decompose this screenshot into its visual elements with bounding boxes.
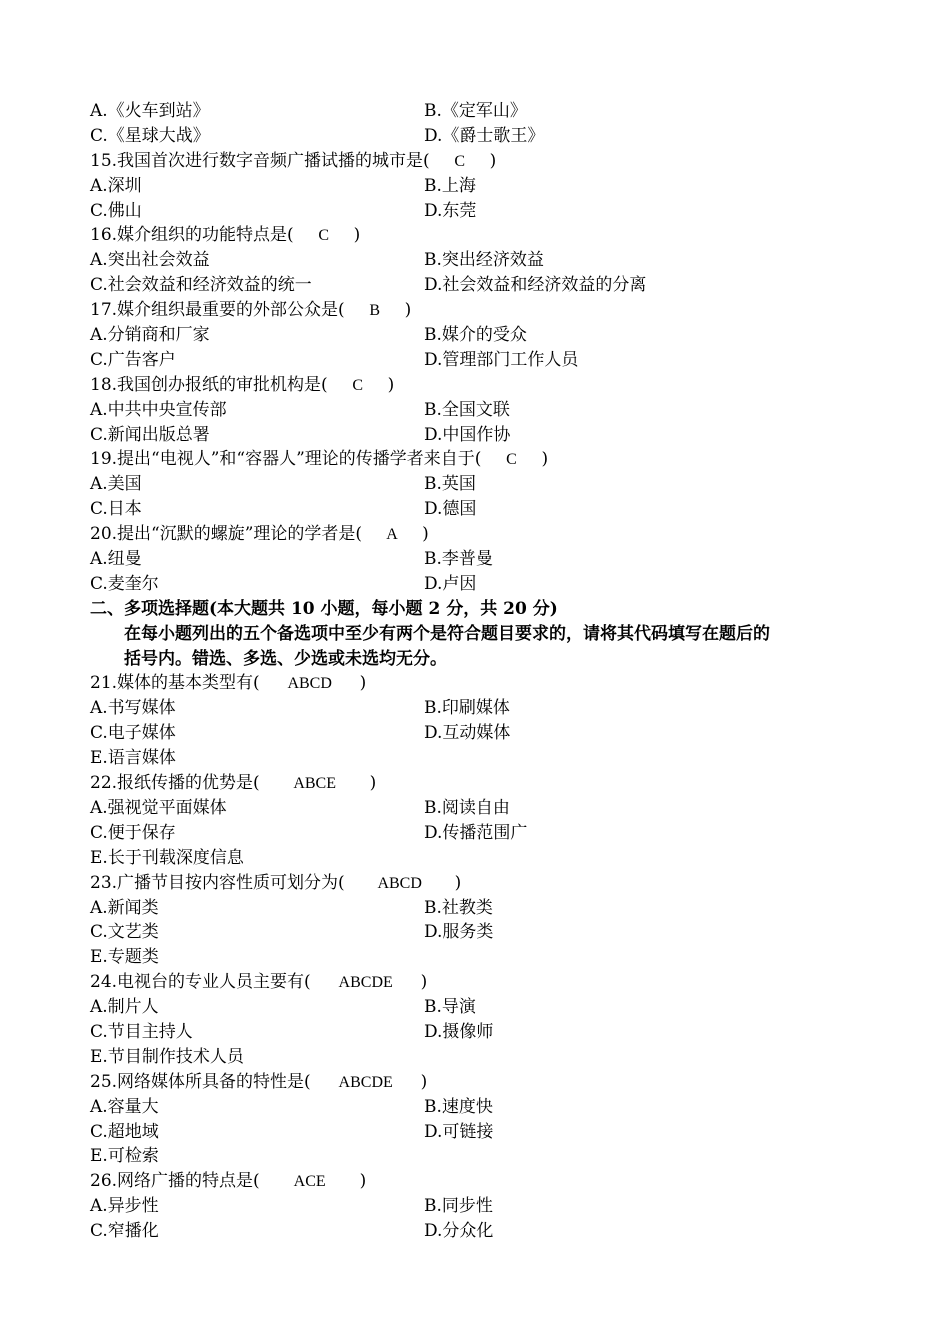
option-right: B.媒介的受众 <box>424 325 527 346</box>
option-right: D.卢因 <box>424 573 477 594</box>
answer-text: C <box>352 376 363 394</box>
option-left: C.广告客户 <box>90 349 176 370</box>
option-left: A.异步性 <box>90 1196 159 1217</box>
answer-text: A <box>386 526 398 544</box>
option-row <box>90 896 890 921</box>
question-stem <box>90 1070 890 1095</box>
document-page <box>90 99 890 1244</box>
question-text: 19.提出“电视人”和“容器人”理论的传播学者来自于( <box>90 449 482 470</box>
close-paren: ) <box>353 225 361 246</box>
option-row <box>90 248 890 273</box>
option-row <box>90 348 890 373</box>
option-left: C.电子媒体 <box>90 723 176 744</box>
question-text: 25.网络媒体所具备的特性是( <box>90 1071 311 1092</box>
option-left: C.社会效益和经济效益的统一 <box>90 275 312 296</box>
option-left: C.日本 <box>90 499 142 520</box>
answer-text: ABCDE <box>338 1073 393 1091</box>
question-stem <box>90 871 890 896</box>
option-right: B.李普曼 <box>424 549 493 570</box>
option-right: B.阅读自由 <box>424 797 510 818</box>
question-text: 26.网络广播的特点是( <box>90 1171 260 1192</box>
section-heading: 二、多项选择题(本大题共 10 小题，每小题 2 分，共 20 分) <box>90 598 558 619</box>
option-right: B.《定军山》 <box>424 101 527 121</box>
option-left: A.深圳 <box>90 175 142 196</box>
option-row <box>90 99 890 124</box>
option-row <box>90 995 890 1020</box>
option-right: D.传播范围广 <box>424 822 528 843</box>
option-left: A.《火车到站》 <box>90 101 210 121</box>
option-right: D.可链接 <box>424 1121 494 1142</box>
close-paren: ) <box>359 1171 367 1192</box>
answer-text: ABCDE <box>338 974 393 992</box>
option-left: C.节目主持人 <box>90 1021 193 1042</box>
option-left: C.新闻出版总署 <box>90 424 210 445</box>
option-right: D.德国 <box>424 499 477 520</box>
option-row <box>90 423 890 448</box>
answer-text: ABCD <box>287 675 332 693</box>
option-left: C.佛山 <box>90 200 142 221</box>
question-text: 24.电视台的专业人员主要有( <box>90 972 311 993</box>
option-right: D.社会效益和经济效益的分离 <box>424 275 647 296</box>
option-right: D.管理部门工作人员 <box>424 349 579 370</box>
option-left: A.分销商和厂家 <box>90 325 210 346</box>
option-row <box>90 323 890 348</box>
question-stem <box>90 223 890 248</box>
option-single: E.节目制作技术人员 <box>90 1046 244 1067</box>
question-text: 17.媒介组织最重要的外部公众是( <box>90 300 345 321</box>
question-stem <box>90 970 890 995</box>
option-row <box>90 199 890 224</box>
option-row <box>90 124 890 149</box>
option-row <box>90 796 890 821</box>
answer-text: C <box>506 451 517 469</box>
close-paren: ) <box>454 872 462 893</box>
question-stem <box>90 373 890 398</box>
option-right: B.上海 <box>424 175 476 196</box>
option-single: E.专题类 <box>90 947 159 968</box>
option-left: A.中共中央宣传部 <box>90 399 227 420</box>
close-paren: ) <box>387 374 395 395</box>
section-instruction: 在每小题列出的五个备选项中至少有两个是符合题目要求的，请将其代码填写在题后的 <box>124 623 770 644</box>
question-stem <box>90 771 890 796</box>
option-left: C.麦奎尔 <box>90 573 159 594</box>
close-paren: ) <box>541 449 549 470</box>
option-right: B.全国文联 <box>424 399 510 420</box>
option-row <box>90 1020 890 1045</box>
question-text: 18.我国创办报纸的审批机构是( <box>90 374 328 395</box>
option-row <box>90 273 890 298</box>
option-row <box>90 1219 890 1244</box>
option-row <box>90 821 890 846</box>
option-right: B.印刷媒体 <box>424 698 510 719</box>
close-paren: ) <box>489 150 497 171</box>
option-right: D.服务类 <box>424 922 494 943</box>
option-left: C.超地域 <box>90 1121 159 1142</box>
option-right: B.英国 <box>424 474 476 495</box>
option-row <box>90 472 890 497</box>
option-row <box>90 1120 890 1145</box>
answer-text: ACE <box>293 1173 326 1191</box>
option-left: A.容量大 <box>90 1096 159 1117</box>
question-stem <box>90 298 890 323</box>
option-left: C.文艺类 <box>90 922 159 943</box>
option-single: E.可检索 <box>90 1146 159 1167</box>
close-paren: ) <box>420 1071 428 1092</box>
close-paren: ) <box>404 300 412 321</box>
option-left: C.《星球大战》 <box>90 125 210 146</box>
option-left: A.制片人 <box>90 997 159 1018</box>
question-text: 15.我国首次进行数字音频广播试播的城市是( <box>90 150 430 171</box>
option-right: D.摄像师 <box>424 1021 494 1042</box>
option-single: E.语言媒体 <box>90 748 176 769</box>
section-instruction: 括号内。错选、多选、少选或未选均无分。 <box>124 648 447 669</box>
option-right: D.东莞 <box>424 200 477 221</box>
close-paren: ) <box>369 773 377 794</box>
option-row <box>90 174 890 199</box>
question-text: 23.广播节目按内容性质可划分为( <box>90 872 345 893</box>
question-text: 20.提出“沉默的螺旋”理论的学者是( <box>90 524 363 545</box>
option-right: D.互动媒体 <box>424 723 511 744</box>
question-text: 22.报纸传播的优势是( <box>90 773 260 794</box>
question-stem <box>90 149 890 174</box>
option-left: A.纽曼 <box>90 549 142 570</box>
answer-text: ABCD <box>377 874 422 892</box>
option-left: A.强视觉平面媒体 <box>90 797 227 818</box>
option-row <box>90 920 890 945</box>
option-row <box>90 1194 890 1219</box>
answer-text: B <box>369 302 380 320</box>
answer-text: C <box>454 152 465 170</box>
option-row <box>90 1095 890 1120</box>
option-row <box>90 398 890 423</box>
answer-text: ABCE <box>293 775 336 793</box>
answer-text: C <box>318 227 329 245</box>
option-row <box>90 721 890 746</box>
option-row <box>90 497 890 522</box>
question-stem <box>90 522 890 547</box>
option-right: B.导演 <box>424 997 476 1018</box>
option-row <box>90 572 890 597</box>
close-paren: ) <box>420 972 428 993</box>
option-right: D.《爵士歌王》 <box>424 125 545 146</box>
question-stem <box>90 447 890 472</box>
option-right: B.速度快 <box>424 1096 493 1117</box>
option-row <box>90 696 890 721</box>
option-left: C.窄播化 <box>90 1221 159 1242</box>
close-paren: ) <box>422 524 429 545</box>
option-left: A.突出社会效益 <box>90 250 210 271</box>
question-stem <box>90 1169 890 1194</box>
option-right: D.中国作协 <box>424 424 511 445</box>
option-left: A.书写媒体 <box>90 698 176 719</box>
option-left: A.美国 <box>90 474 142 495</box>
option-right: B.突出经济效益 <box>424 250 544 271</box>
option-right: B.社教类 <box>424 897 493 918</box>
question-stem <box>90 671 890 696</box>
option-right: D.分众化 <box>424 1221 494 1242</box>
close-paren: ) <box>359 673 367 694</box>
option-row <box>90 547 890 572</box>
option-left: C.便于保存 <box>90 822 176 843</box>
option-left: A.新闻类 <box>90 897 159 918</box>
option-right: B.同步性 <box>424 1196 493 1217</box>
question-text: 21.媒体的基本类型有( <box>90 673 260 694</box>
option-single: E.长于刊载深度信息 <box>90 847 244 868</box>
question-text: 16.媒介组织的功能特点是( <box>90 225 294 246</box>
